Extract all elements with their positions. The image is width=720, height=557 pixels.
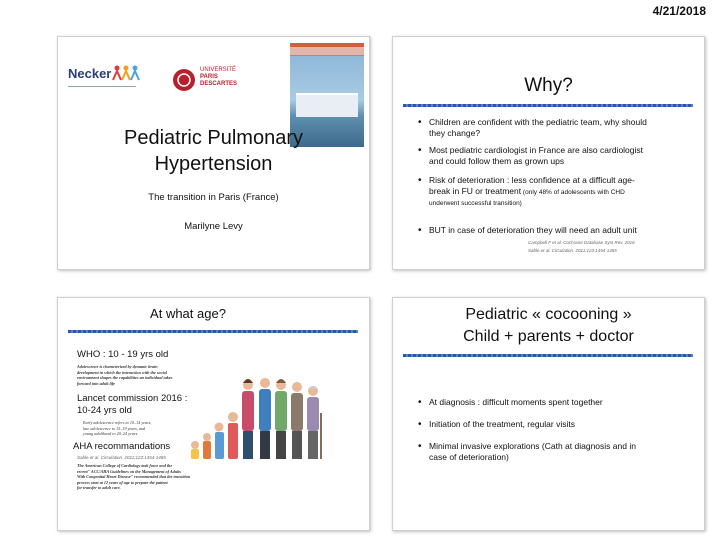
person-figure-6: [259, 378, 271, 459]
why-bullet-2-line2: and could follow them as grown ups: [429, 156, 565, 166]
age-title: At what age?: [150, 306, 226, 321]
cocooning-bullet-2-line1: Initiation of the treatment, regular visits: [429, 419, 575, 429]
person-figure-3: [215, 423, 225, 460]
aha-note-line: recent" ACC/AHA Guidelines on the Management of Adults: [77, 468, 182, 474]
cocooning-rule: [403, 354, 693, 357]
cocooning-bullet-3: [418, 441, 699, 463]
why-bullet-3-line3: underwent successful transition): [429, 200, 522, 207]
lancet-heading-line1: Lancet commission 2016 :: [77, 393, 188, 404]
why-bullet-4-line1: BUT in case of deterioration they will need an adult unit: [429, 225, 637, 235]
why-bullet-2-line1: Most pediatric cardiologist in France are also cardiologist: [429, 145, 644, 155]
aha-citation: Sable et al. Circulation. 2011;123:1454-1485: [77, 455, 166, 460]
bullet-dot-icon: •: [418, 225, 422, 236]
person-figure-8: [291, 382, 303, 459]
aha-note-line: process start at 12 years of age to prepare the patient: [77, 479, 168, 485]
slide-age: [57, 297, 370, 531]
person-figure-9: [307, 386, 321, 459]
aha-note: [77, 463, 227, 491]
person-figure-5: [242, 379, 254, 459]
aha-note-line: The American College of Cardiology task force and the: [77, 463, 173, 468]
lancet-note-line: Early adolescence refers to 10–14 years,: [83, 420, 152, 425]
cocooning-title-line2: Child + parents + doctor: [463, 328, 634, 345]
necker-logo-underline: [68, 86, 136, 87]
university-line1: UNIVERSITÉ: [200, 67, 237, 73]
bullet-dot-icon: •: [418, 441, 422, 452]
slide-title: [57, 36, 370, 270]
cover-photo-building: [296, 93, 358, 117]
cocooning-title-line1: Pediatric « cocooning »: [465, 306, 632, 323]
cocooning-bullet-3-line2: case of deterioration): [429, 452, 509, 462]
lancet-note: [83, 420, 183, 437]
necker-logo-text: Necker: [68, 66, 112, 81]
cocooning-bullet-1: [418, 397, 699, 408]
cocooning-bullet-1-line1: At diagnosis : difficult moments spent together: [429, 397, 603, 407]
university-logo: [172, 66, 252, 96]
why-title: Why?: [524, 75, 573, 96]
lancet-note-line: late adolescence to 15–19 years, and: [83, 425, 146, 431]
person-figure-2: [203, 433, 211, 459]
bullet-dot-icon: •: [418, 419, 422, 430]
bullet-dot-icon: •: [418, 117, 422, 128]
cover-photo-strip: [290, 47, 364, 55]
aha-note-line: With Congenital Heart Disease" recommended that the transition: [77, 474, 191, 480]
age-rule: [68, 330, 358, 333]
title-line1: Pediatric Pulmonary: [124, 127, 303, 149]
who-note-line: development in which the interaction with the social: [77, 369, 167, 375]
why-bullet-2: [418, 145, 699, 167]
university-seal-icon: [172, 68, 196, 92]
page-date: 4/21/2018: [652, 4, 706, 18]
cocooning-bullet-2: [418, 419, 699, 430]
why-bullet-3-line2-small: (only 48% of adolescents with CHD: [521, 189, 625, 196]
slide-why: [392, 36, 705, 270]
why-bullet-3-line1: Risk of deterioration : less confidence at a difficult age-: [429, 175, 635, 185]
who-note-line: forward into adult life: [77, 380, 116, 386]
title-line2: Hypertension: [154, 153, 273, 175]
person-figure-7: [275, 379, 287, 459]
lancet-note-line: young adulthood to 20–24 years.: [83, 431, 139, 437]
person-figure-1: [191, 441, 199, 459]
why-citation-1: Campbell F et al. Cochrane Database Syst Rev. 2016: [528, 240, 635, 245]
why-bullet-1: [418, 117, 699, 139]
why-bullet-4: [418, 225, 699, 236]
who-heading: WHO : 10 - 19 yrs old: [77, 349, 169, 360]
lancet-heading-line2: 10-24 yrs old: [77, 405, 132, 416]
necker-figures-icon: [112, 64, 142, 82]
aha-heading: AHA recommandations: [73, 441, 171, 452]
university-line2: PARIS: [200, 74, 218, 80]
bullet-dot-icon: •: [418, 397, 422, 408]
aha-note-line: for transfer to adult care.: [77, 485, 121, 491]
why-citation-2: Sable et al. Circulation. 2011;123:1454-1485: [528, 248, 617, 253]
university-line3: DESCARTES: [200, 81, 238, 87]
who-note-line: Adolescence is characterized by dynamic brain: [77, 364, 158, 369]
why-bullet-3-line2-main: break in FU or treatment: [429, 186, 522, 196]
bullet-dot-icon: •: [418, 145, 422, 156]
person-figure-4: [228, 412, 238, 459]
cocooning-bullet-3-line1: Minimal invasive explorations (Cath at diagnosis and in: [429, 441, 636, 451]
why-bullet-1-line1: Children are confident with the pediatric team, why should: [429, 117, 647, 127]
author: Marilyne Levy: [184, 221, 243, 232]
age-progression-illustration: [183, 363, 323, 463]
slide-cocooning: [392, 297, 705, 531]
why-bullet-1-line2: they change?: [429, 128, 481, 138]
who-note-line: environment shapes the capabilities an individual takes: [77, 375, 173, 381]
why-bullet-3: [418, 175, 699, 209]
subtitle: The transition in Paris (France): [148, 192, 279, 203]
why-rule: [403, 104, 693, 107]
necker-logo: [68, 64, 138, 100]
bullet-dot-icon: •: [418, 175, 422, 186]
